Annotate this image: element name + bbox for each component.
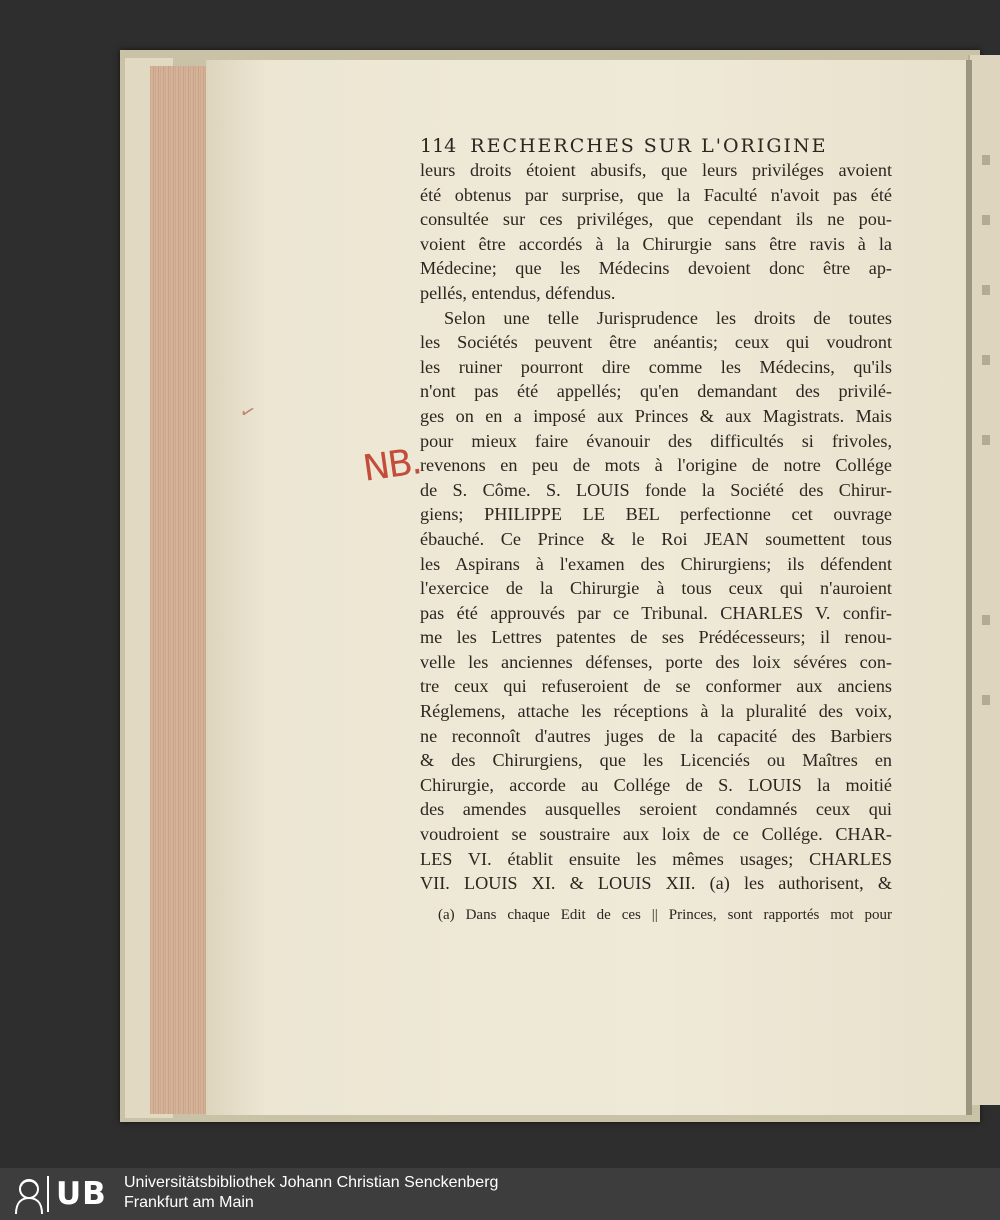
text-line: LES VI. établit ensuite les mêmes usages; CHARLES <box>420 848 892 869</box>
facing-page-ink-mark <box>982 155 990 165</box>
text-line: giens; PHILIPPE LE BEL perfectionne cet ouvrage <box>420 504 892 525</box>
running-head-title: RECHERCHES SUR L'ORIGINE <box>470 135 828 157</box>
text-line: leurs droits étoient abusifs, que leurs priviléges avoient <box>420 160 892 180</box>
facing-page-ink-mark <box>982 615 990 625</box>
page-text-block <box>420 134 892 926</box>
text-line: revenons en peu de mots à l'origine de notre Collége <box>420 455 892 476</box>
facing-page-ink-mark <box>982 215 990 225</box>
text-line: n'ont pas été appellés; qu'en demandant des privilé- <box>420 381 892 402</box>
institution-city: Frankfurt am Main <box>124 1194 254 1211</box>
marginal-note: NB. <box>360 441 423 490</box>
facing-page-ink-mark <box>982 355 990 365</box>
text-line: les Sociétés peuvent être anéantis; ceux qui voudront <box>420 332 892 353</box>
text-line: VII. LOUIS XI. & LOUIS XII. (a) les authorisent, & <box>420 873 892 894</box>
facing-page-ink-mark <box>982 695 990 705</box>
text-line: été obtenus par surprise, que la Faculté n'avoit pas été <box>420 184 892 205</box>
text-line: Médecine; que les Médecins devoient donc être ap- <box>420 258 892 279</box>
text-line: de S. Côme. S. LOUIS fonde la Société des Chirur- <box>420 479 892 500</box>
facing-page-ink-mark <box>982 285 990 295</box>
library-footer <box>0 1168 1000 1220</box>
facing-page-ink-mark <box>982 435 990 445</box>
portrait-icon <box>6 1174 50 1214</box>
ub-logo[interactable] <box>6 1174 114 1214</box>
text-line: ébauché. Ce Prince & le Roi JEAN soumettent tous <box>420 528 892 549</box>
text-line: ne reconnoît d'autres juges de la capacité des Barbiers <box>420 725 892 746</box>
text-line: Chirurgie, accorde au Collége de S. LOUIS la moitié <box>420 774 892 795</box>
text-line: tre ceux qui refuseroient de se conformer aux anciens <box>420 676 892 697</box>
text-line: Réglemens, attache les réceptions à la pluralité des voix, <box>420 701 892 722</box>
text-line: voudroient se soustraire aux loix de ce Collége. CHAR- <box>420 824 892 845</box>
text-line: des amendes ausquelles seroient condamnés ceux qui <box>420 799 892 820</box>
text-line: pas été approuvés par ce Tribunal. CHARLES V. confir- <box>420 602 892 623</box>
page-number: 114 <box>420 135 457 157</box>
text-line: ges on en a imposé aux Princes & aux Magistrats. Mais <box>420 405 892 426</box>
running-head <box>420 134 892 158</box>
institution-name: Universitätsbibliothek Johann Christian Senckenberg <box>124 1174 499 1191</box>
gutter <box>966 60 972 1115</box>
margin-tick-mark: ✓ <box>236 400 259 425</box>
facing-page-edge <box>968 55 1000 1105</box>
ub-logo-text: UB <box>56 1176 107 1212</box>
text-line: velle les anciennes défenses, porte des loix sévéres con- <box>420 651 892 672</box>
text-line: pour mieux faire évanouir des difficultés si frivoles, <box>420 430 892 451</box>
text-line: Selon une telle Jurisprudence les droits de toutes <box>444 307 892 328</box>
text-line: voient être accordés à la Chirurgie sans être ravis à la <box>420 233 892 254</box>
text-line: consultée sur ces priviléges, que cependant ils ne pou- <box>420 209 892 230</box>
text-line: me les Lettres patentes de ses Prédécesseurs; il renou- <box>420 627 892 648</box>
text-line: l'exercice de la Chirurgie à tous ceux qui n'auroient <box>420 578 892 599</box>
text-line: & des Chirurgiens, que les Licenciés ou Maîtres en <box>420 750 892 771</box>
footnote: (a) Dans chaque Edit de ces || Princes, sont rapportés mot pour <box>438 906 892 923</box>
text-line: pellés, entendus, défendus. <box>420 282 616 303</box>
text-line: les ruiner pourront dire comme les Médecins, qu'ils <box>420 356 892 377</box>
page-fore-edge <box>150 66 208 1114</box>
text-line: les Aspirans à l'examen des Chirurgiens; ils défendent <box>420 553 892 574</box>
